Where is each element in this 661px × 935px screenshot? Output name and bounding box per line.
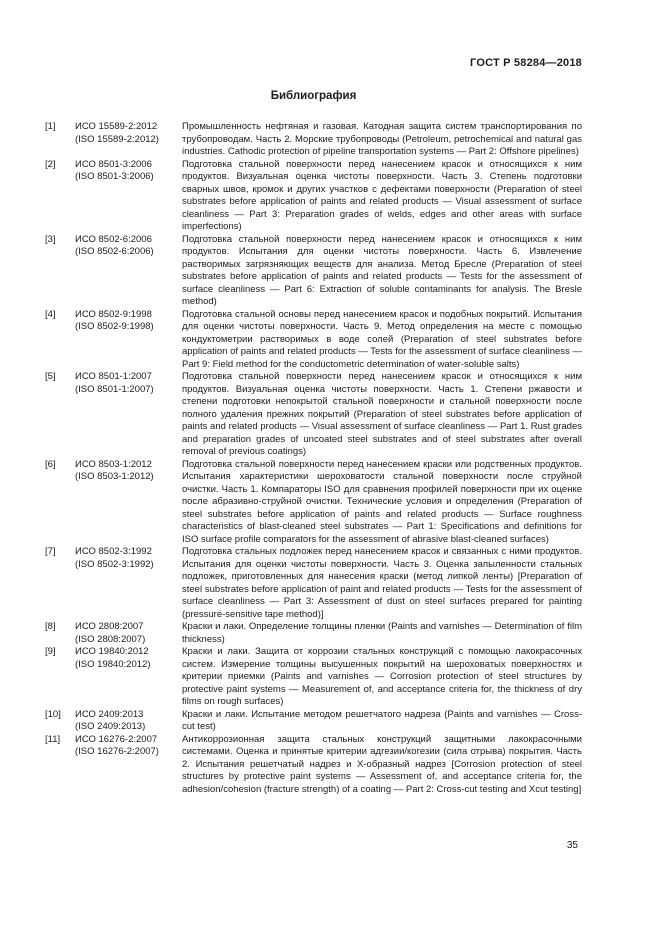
entry-code-ru: ИСО 2808:2007: [75, 621, 144, 632]
entry-code-en: (ISO 8502-6:2006): [75, 246, 154, 257]
entry-code-ru: ИСО 8501-1:2007: [75, 371, 152, 382]
bibliography-entry: [45, 159, 582, 234]
entry-ref-number: [11]: [45, 733, 61, 745]
entry-code-en: (ISO 15589-2:2012): [75, 133, 159, 145]
bibliography-entry: [45, 709, 582, 734]
entry-standard-code: [75, 621, 182, 646]
entry-code-ru: ИСО 8502-9:1998: [75, 308, 152, 320]
bibliography-entry: [45, 309, 582, 372]
entry-standard-code: [75, 309, 182, 334]
entry-description: Подготовка стальной поверхности перед нанесением краски или родственных продуктов. Испытания характеристики шероховатости стальной поверхности после струйной очистки. Часть 1. Компараторы ISO для сравнения профилей поверхности при их оценке после абразивно-струйной очистки. Технические условия и определения (Preparation of steel substrates before application of paints and related products — Surface roughness characteristics of blast-cleaned steel substrates — Part 1: Specifications and definitions for ISO surface profile comparators for the assessment of abrasive blast-cleaned surfaces): [182, 458, 582, 545]
entry-standard-code: [75, 234, 182, 259]
entry-ref-number: [9]: [45, 646, 56, 657]
bibliography-entry: [45, 621, 582, 646]
entry-description: Антикоррозионная защита стальных конструкций защитными лакокрасочными системами. Оценка и принятые критерии адгезии/когезии (сила отрыва) покрытия. Часть 2. Испытания решетчатый надрез и X-образный надрез [Corrosion protection of steel structures by protective paint systems — Assessment of, and acceptance criteria for, the adhesion/cohesion (fracture strength) of a coating — Part 2: Cross-cut testing and Xcut testing]: [182, 733, 582, 795]
entry-description: Подготовка стальной поверхности перед нанесением красок и относящихся к ним продуктов. Испытания для оценки чистоты поверхности. Часть 6. Извлечение растворимых загрязняющих веществ для анализа. Метод Бресле (Preparation of steel substrates before application of paints and related products — Tests for the assessment of surface cleanliness — Part 6: Extraction of soluble contaminants for analysis. The Bresle method): [182, 233, 582, 307]
entry-description: Краски и лаки. Испытание методом решетчатого надреза (Paints and varnishes — Cross-cut test): [182, 708, 582, 732]
entry-code-ru: ИСО 8501-3:2006: [75, 158, 152, 170]
entry-standard-code: [75, 734, 182, 759]
entry-code-ru: ИСО 19840:2012: [75, 646, 149, 657]
entry-code-ru: ИСО 8503-1:2012: [75, 458, 152, 470]
page-title: Библиография: [270, 90, 357, 102]
entry-ref-number: [6]: [45, 458, 56, 470]
entry-ref-number: [1]: [45, 121, 56, 132]
entry-standard-code: [75, 709, 182, 734]
entry-code-ru: ИСО 16276-2:2007: [75, 733, 158, 745]
entry-ref-number: [7]: [45, 546, 56, 557]
entry-ref-number: [10]: [45, 708, 61, 720]
entry-description: Краски и лаки. Определение толщины пленки (Paints and varnishes — Determination of film thickness): [182, 621, 582, 645]
bibliography-entry: [45, 459, 582, 547]
entry-code-ru: ИСО 8502-6:2006: [75, 233, 152, 245]
bibliography-entry: [45, 546, 582, 621]
entry-description: Краски и лаки. Защита от коррозии стальных конструкций с помощью лакокрасочных систем. Измерение толщины высушенных покрытий на шероховатых поверхностях и критерии приемки (Paints and varnishes — Corrosion protection of steel structures by protective paint systems — Measurement of, and acceptance criteria for, the thickness of dry films on rough surfaces): [182, 646, 582, 707]
entry-description: Подготовка стальной поверхности перед нанесением красок и относящихся к ним продуктов. Визуальная оценка чистоты поверхности. Часть 3. Степень подготовки сварных швов, кромок и других участков с дефектами поверхности (Preparation of steel substrates before application of paints and related products — Visual assessment of surface cleanliness — Part 3: Preparation grades of welds, edges and other areas with surface imperfections): [182, 158, 582, 232]
entry-description: Подготовка стальных подложек перед нанесением красок и связанных с ними продуктов. Испытания для оценки чистоты поверхности. Часть 3. Оценка запыленности стальных подложек, приготовленных для нанесения краски (метод липкой ленты) [Preparation of steel substrates before application of paint and related products — Tests for the assessment of surface cleanliness — Part 3: Assessment of dust on steel surfaces prepared for painting (pressure-sensitive tape method)]: [182, 546, 582, 620]
entry-ref-number: [3]: [45, 233, 56, 245]
entry-standard-code: [75, 646, 182, 671]
entry-code-ru: ИСО 2409:2013: [75, 708, 144, 720]
entry-description: Промышленность нефтяная и газовая. Катодная защита систем транспортирования по трубопроводам. Часть 2. Морские трубопроводы (Petroleum, petrochemical and natural gas industries. Cathodic protection of pipeline transportation systems — Part 2: Offshore pipelines): [182, 121, 582, 157]
entry-code-ru: ИСО 15589-2:2012: [75, 121, 158, 132]
entry-code-en: (ISO 8502-3:1992): [75, 558, 154, 570]
doc-number: ГОСТ Р 58284—2018: [470, 57, 582, 69]
bibliography-entry: [45, 121, 582, 159]
bibliography-entry: [45, 646, 582, 709]
entry-ref-number: [8]: [45, 621, 56, 632]
entry-ref-number: [4]: [45, 308, 56, 320]
entry-ref-number: [2]: [45, 158, 56, 170]
entry-code-en: (ISO 8503-1:2012): [75, 471, 154, 482]
bibliography-entry: [45, 734, 582, 797]
entry-description: Подготовка стальной основы перед нанесением красок и подобных покрытий. Испытания для оценки чистоты поверхности. Часть 9. Метод определения на месте с помощью кондуктометрии растворимых в воде солей (Preparation of steel substrates before application of paints and related products — Tests for the assessment of surface cleanliness — Part 9: Field method for the conductometric determination of water-soluble salts): [182, 308, 582, 370]
entry-code-en: (ISO 2409:2013): [75, 721, 146, 732]
entry-standard-code: [75, 159, 182, 184]
entry-code-ru: ИСО 8502-3:1992: [75, 546, 152, 557]
entry-code-en: (ISO 16276-2:2007): [75, 746, 159, 757]
entry-standard-code: [75, 546, 182, 571]
entry-code-en: (ISO 19840:2012): [75, 658, 151, 670]
bibliography-entry: [45, 371, 582, 459]
entry-standard-code: [75, 121, 182, 146]
entry-ref-number: [5]: [45, 371, 56, 382]
entry-standard-code: [75, 459, 182, 484]
entry-code-en: (ISO 8502-9:1998): [75, 321, 154, 332]
entry-code-en: (ISO 8501-3:2006): [75, 171, 154, 182]
page-number: 35: [566, 840, 578, 851]
entry-code-en: (ISO 8501-1:2007): [75, 383, 154, 395]
entry-description: Подготовка стальной поверхности перед нанесением красок и относящихся к ним продуктов. Визуальная оценка чистоты поверхности. Часть 1. Степени ржавости и степени подготовки непокрытой стальной поверхности и стальной поверхности после полного удаления прежних покрытий (Preparation of steel substrates before application of paints and related products — Visual assessment of surface cleanliness — Part 1. Rust grades and preparation grades of uncoated steel substrates and of steel substrates after overall removal of previous coatings): [182, 371, 582, 457]
bibliography-entry: [45, 234, 582, 309]
entry-standard-code: [75, 371, 182, 396]
entry-code-en: (ISO 2808:2007): [75, 633, 146, 645]
bibliography-list: [45, 121, 582, 796]
